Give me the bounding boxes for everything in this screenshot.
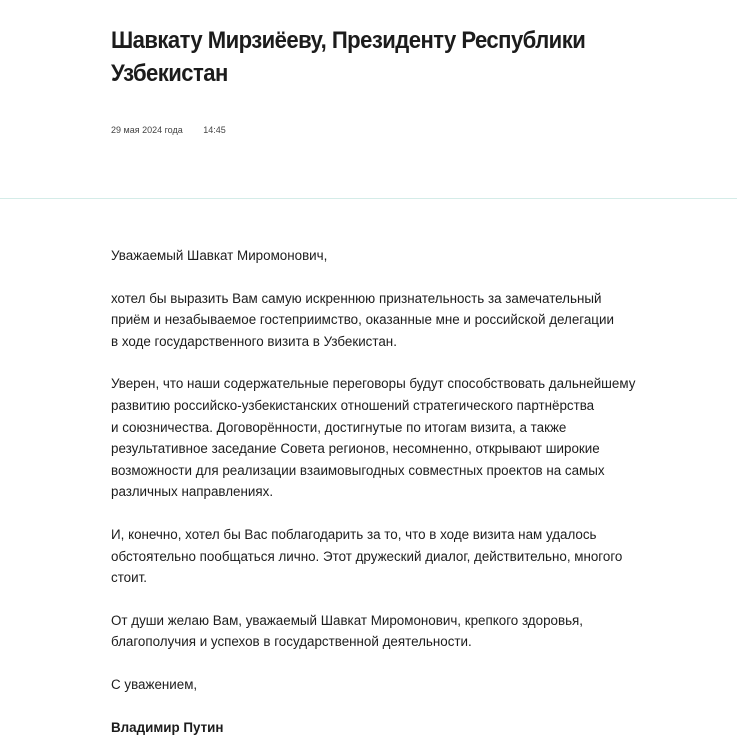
letter-header	[0, 0, 737, 199]
publication-date: 29 мая 2024 года	[111, 125, 183, 135]
publication-meta	[111, 125, 226, 135]
publication-time: 14:45	[203, 125, 226, 135]
letter-paragraph: От души желаю Вам, уважаемый Шавкат Миромонович, крепкого здоровья, благополучия и успехов в государственной деятельности.	[111, 612, 584, 650]
page-title: Шавкату Мирзиёеву, Президенту Республики Узбекистан	[111, 27, 586, 87]
letter-salutation: Уважаемый Шавкат Миромонович,	[111, 248, 328, 263]
letter-paragraph: хотел бы выразить Вам самую искреннюю признательность за замечательный приём и незабываемое гостеприимство, оказанные мне и российской делегации в ходе государственного визита в Узбекистан.	[111, 290, 614, 349]
letter-closing: С уважением,	[111, 676, 198, 692]
letter-paragraph: И, конечно, хотел бы Вас поблагодарить за то, что в ходе визита нам удалось обстоятельно пообщаться лично. Этот дружеский диалог, действительно, многого стоит.	[111, 526, 623, 586]
letter-signature: Владимир Путин	[111, 719, 224, 735]
letter-paragraph: Уверен, что наши содержательные переговоры будут способствовать дальнейшему развитию российско-узбекистанских отношений стратегического партнёрства и союзничества. Договорённости, достигнутые по итогам визита, а также результативное заседание Совета регионов, несомненно, открывают широкие возможности для реализации взаимовыгодных совместных проектов на самых различных направлениях.	[111, 376, 636, 500]
letter-body	[111, 245, 711, 738]
